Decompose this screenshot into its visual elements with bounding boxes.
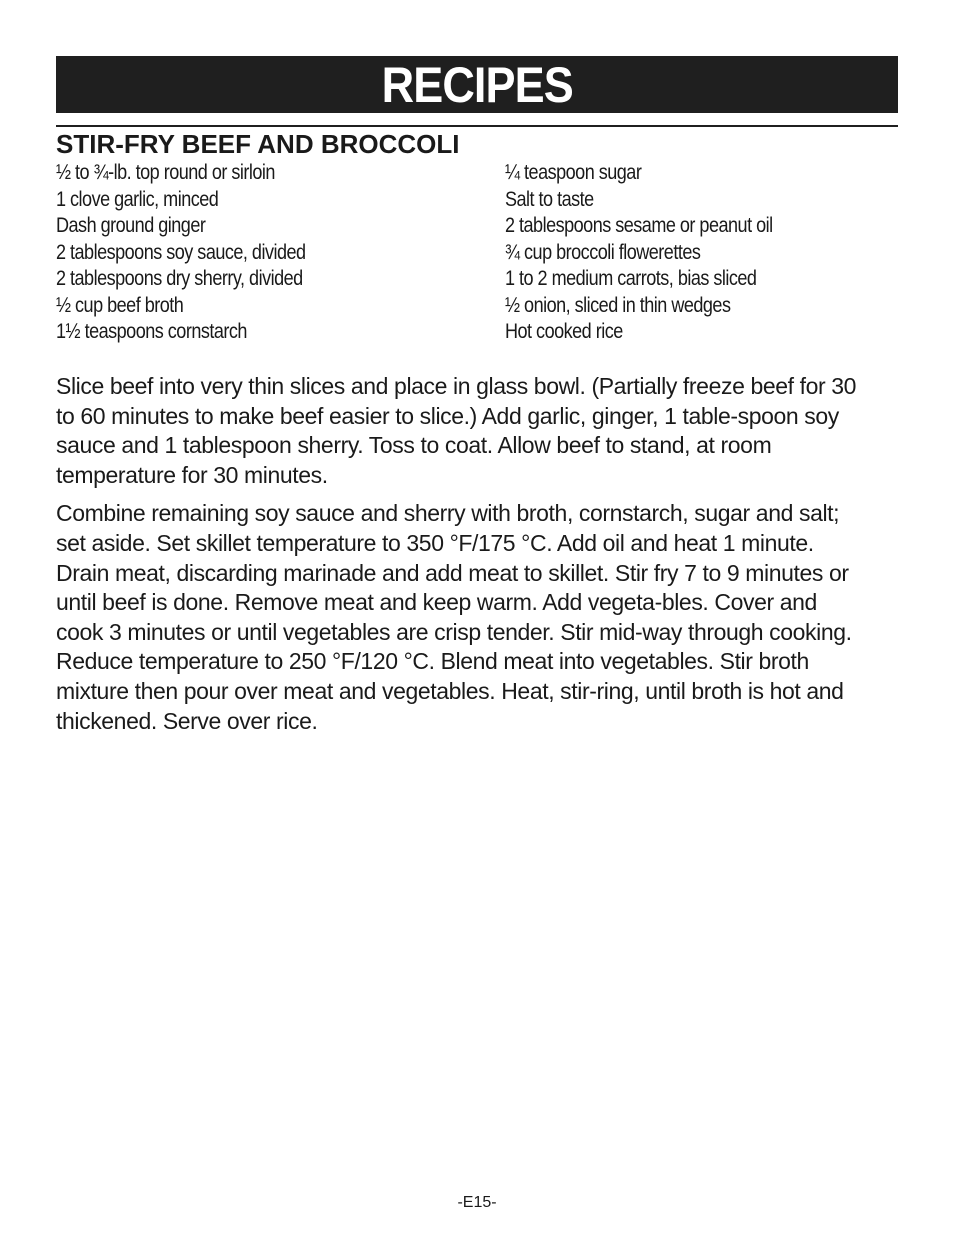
instruction-paragraph: Combine remaining soy sauce and sherry with broth, cornstarch, sugar and salt; set aside. Set skillet temperature to 350 °F/175 °C. Add oil and heat 1 minute. Drain meat, discarding marinade and add meat to skillet. Stir fry 7 to 9 minutes or until beef is done. Remove meat and keep warm. Add vegeta-bles. Cover and cook 3 minutes or until vegetables are crisp tender. Stir mid-way through cooking. Reduce temperature to 250 °F/120 °C. Blend meat into vegetables. Stir broth mixture then pour over meat and vegetables. Heat, stir-ring, until broth is hot and thickened. Serve over rice. bbox=[56, 500, 852, 734]
ingredient-item: ½ onion, sliced in thin wedges bbox=[505, 293, 731, 317]
ingredient-item: 2 tablespoons soy sauce, divided bbox=[56, 240, 306, 264]
ingredient-item: Hot cooked rice bbox=[505, 320, 623, 343]
ingredient-item: Salt to taste bbox=[505, 187, 594, 211]
ingredient-item: 1 to 2 medium carrots, bias sliced bbox=[505, 267, 757, 290]
recipe-title: STIR-FRY BEEF AND BROCCOLI bbox=[56, 129, 460, 159]
ingredient-item: 2 tablespoons dry sherry, divided bbox=[56, 267, 303, 290]
recipe-instructions bbox=[56, 372, 866, 745]
ingredient-item: ½ to ¾-lb. top round or sirloin bbox=[56, 161, 275, 184]
ingredient-item: 2 tablespoons sesame or peanut oil bbox=[505, 214, 773, 237]
instruction-paragraph: Slice beef into very thin slices and place in glass bowl. (Partially freeze beef for 30 to 60 minutes to make beef easier to slice.) Add garlic, ginger, 1 table-spoon soy sauce and 1 tablespoon sherry. Toss to coat. Allow beef to stand, at room temperature for 30 minutes. bbox=[56, 373, 857, 488]
ingredient-item: ½ cup beef broth bbox=[56, 293, 184, 317]
ingredient-item: ¼ teaspoon sugar bbox=[505, 161, 642, 184]
ingredients-list-left bbox=[56, 160, 486, 346]
ingredients-list-right bbox=[505, 160, 898, 346]
page-number: -E15- bbox=[457, 1194, 497, 1211]
recipes-banner bbox=[56, 56, 898, 113]
ingredient-item: 1½ teaspoons cornstarch bbox=[56, 320, 247, 343]
section-divider bbox=[56, 125, 898, 127]
ingredient-item: 1 clove garlic, minced bbox=[56, 187, 219, 211]
ingredient-item: ¾ cup broccoli flowerettes bbox=[505, 240, 701, 264]
ingredient-item: Dash ground ginger bbox=[56, 214, 206, 237]
banner-title: RECIPES bbox=[381, 56, 573, 113]
